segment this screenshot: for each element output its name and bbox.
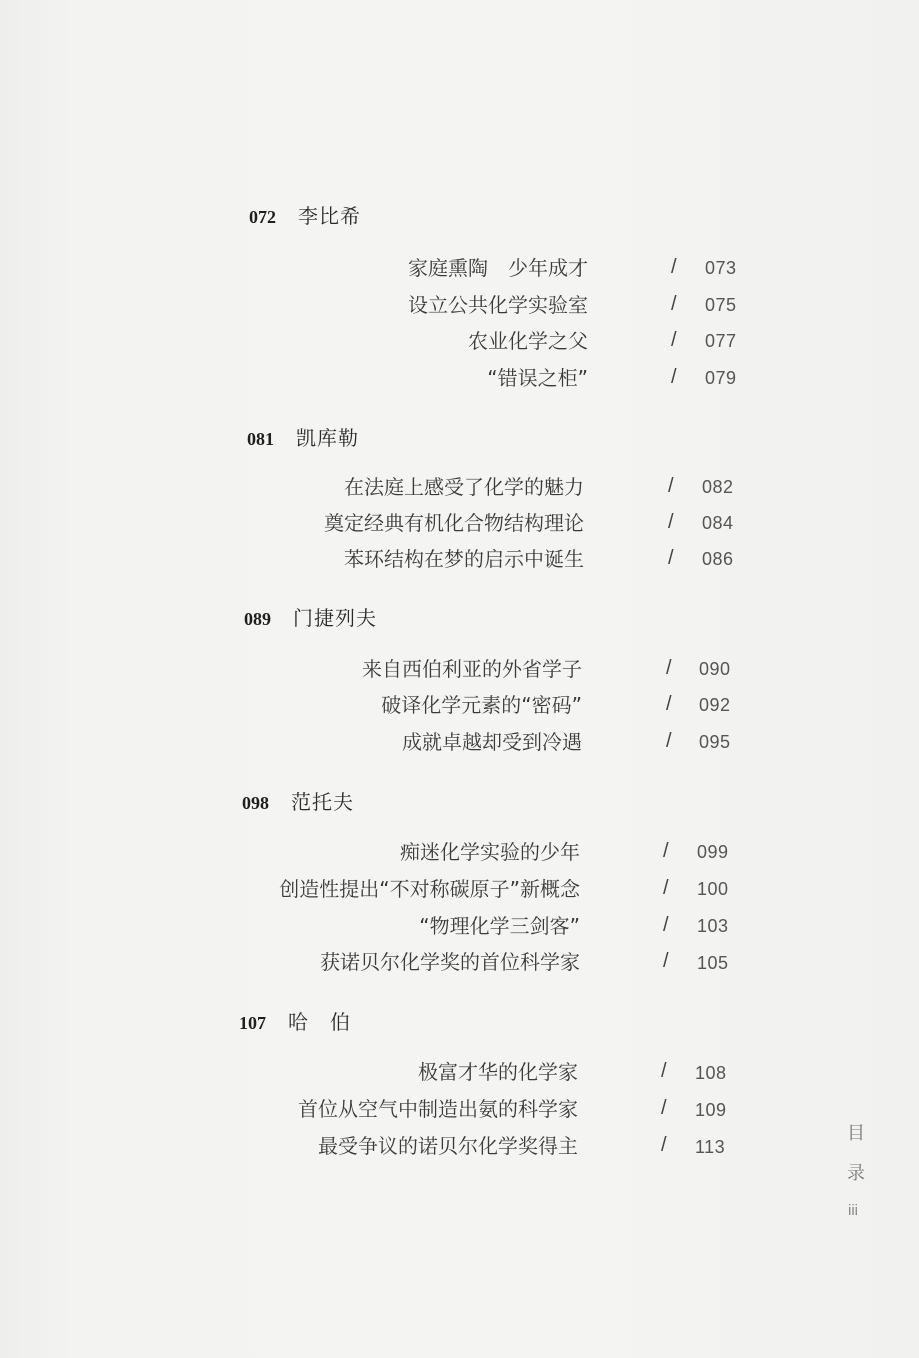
toc-entry[interactable] [240,836,580,870]
entry-separator: / [671,293,677,315]
toc-entry[interactable] [240,1056,578,1090]
chapter-page-number: 107 [239,1013,266,1033]
toc-entry[interactable] [240,873,580,907]
entry-title: 来自西伯利亚的外省学子 [362,657,582,681]
entry-page-number: 075 [705,295,737,315]
toc-entry[interactable] [250,507,584,541]
entry-page-number: 090 [699,659,731,679]
toc-entry[interactable] [250,362,588,396]
entry-page-number: 100 [697,879,729,899]
chapter-title: 凯库勒 [296,426,359,450]
entry-page-number: 109 [695,1100,727,1120]
entry-page-number: 086 [702,549,734,569]
entry-separator: / [663,914,669,936]
section-label [844,1114,868,1194]
entry-separator: / [668,511,674,533]
entry-title: 首位从空气中制造出氨的科学家 [298,1097,578,1121]
toc-entry[interactable] [250,653,582,687]
chapter-page-number: 072 [249,207,276,227]
entry-title: 农业化学之父 [468,329,588,353]
toc-entry[interactable] [240,1093,578,1127]
entry-separator: / [661,1097,667,1119]
entry-title: 创造性提出“不对称碳原子”新概念 [279,877,580,901]
entry-title: 在法庭上感受了化学的魅力 [344,475,584,499]
entry-page-number: 113 [695,1137,726,1157]
entry-title: 苯环结构在梦的启示中诞生 [344,547,584,571]
chapter-page-number: 089 [244,609,271,629]
entry-title: “错误之柜” [487,366,588,390]
entry-title: 痴迷化学实验的少年 [400,840,580,864]
toc-entry[interactable] [240,1130,578,1164]
entry-title: 最受争议的诺贝尔化学奖得主 [318,1134,578,1158]
toc-entry[interactable] [250,325,588,359]
chapter-title: 李比希 [298,204,361,228]
chapter-title: 哈 伯 [288,1010,351,1034]
chapter-heading [249,200,361,229]
toc-entry[interactable] [250,471,584,505]
chapter-heading [247,422,359,451]
chapter-page-number: 098 [242,793,269,813]
toc-entry[interactable] [250,726,582,760]
entry-separator: / [663,840,669,862]
entry-title: “物理化学三剑客” [419,914,580,938]
entry-page-number: 084 [702,513,734,533]
toc-entry[interactable] [250,289,588,323]
entry-title: 奠定经典有机化合物结构理论 [324,511,584,535]
entry-title: 获诺贝尔化学奖的首位科学家 [320,950,580,974]
entry-separator: / [668,475,674,497]
entry-separator: / [666,657,672,679]
entry-title: 家庭熏陶 少年成才 [408,256,588,280]
entry-separator: / [663,950,669,972]
toc-entry[interactable] [240,910,580,944]
entry-page-number: 095 [699,732,731,752]
entry-page-number: 103 [697,916,729,936]
toc-entry[interactable] [240,946,580,980]
entry-separator: / [671,329,677,351]
page-number-roman: iii [848,1202,858,1219]
toc-entry[interactable] [250,543,584,577]
entry-page-number: 073 [705,258,737,278]
entry-page-number: 099 [697,842,729,862]
entry-separator: / [671,256,677,278]
entry-separator: / [668,547,674,569]
entry-page-number: 108 [695,1063,727,1083]
chapter-title: 范托夫 [291,790,354,814]
entry-separator: / [663,877,669,899]
entry-page-number: 082 [702,477,734,497]
entry-separator: / [671,366,677,388]
entry-separator: / [661,1134,667,1156]
entry-separator: / [666,693,672,715]
entry-title: 设立公共化学实验室 [408,293,588,317]
toc-entry[interactable] [250,689,582,723]
entry-title: 成就卓越却受到冷遇 [402,730,582,754]
entry-title: 极富才华的化学家 [418,1060,578,1084]
section-label-char: 录 [847,1163,865,1184]
toc-entry[interactable] [250,252,588,286]
entry-separator: / [661,1060,667,1082]
chapter-title: 门捷列夫 [293,606,377,630]
section-label-char: 目 [847,1123,865,1144]
chapter-heading [242,786,354,815]
entry-page-number: 092 [699,695,731,715]
entry-separator: / [666,730,672,752]
entry-page-number: 105 [697,953,729,973]
entry-title: 破译化学元素的“密码” [381,693,582,717]
chapter-page-number: 081 [247,429,274,449]
chapter-heading [244,602,377,631]
chapter-heading [239,1006,351,1035]
entry-page-number: 077 [705,331,737,351]
entry-page-number: 079 [705,368,737,388]
